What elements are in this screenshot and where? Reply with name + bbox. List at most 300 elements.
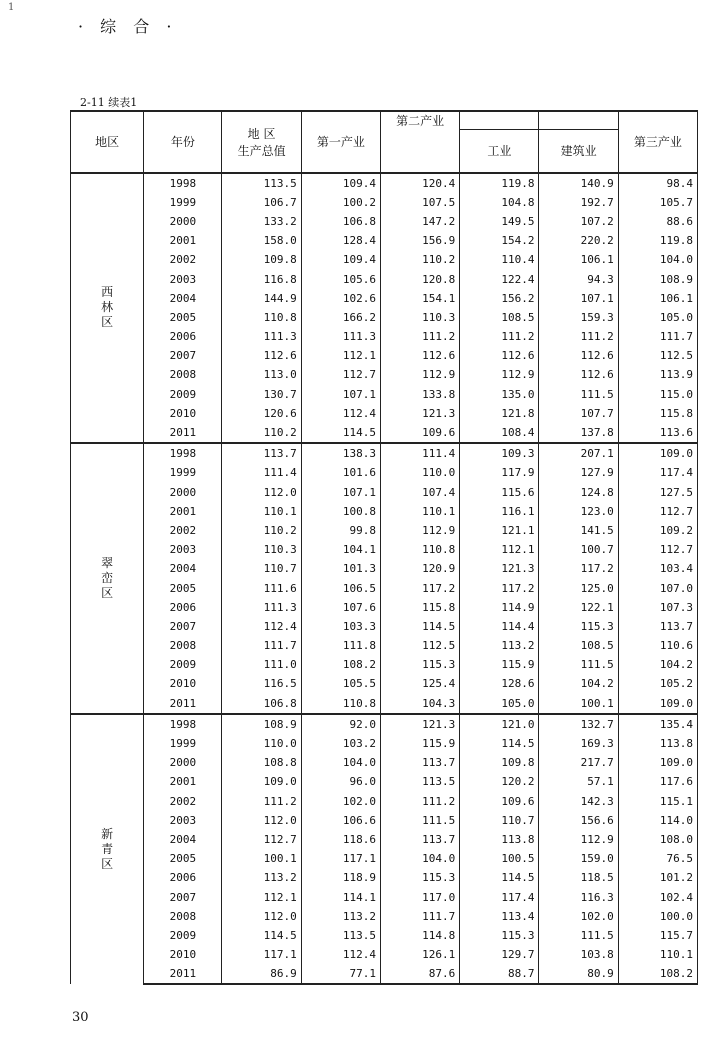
value-cell: 109.8 — [222, 250, 301, 269]
value-cell: 101.3 — [301, 559, 380, 578]
table-row — [71, 327, 698, 346]
value-cell: 111.2 — [539, 327, 618, 346]
value-cell: 108.4 — [460, 423, 539, 443]
value-cell: 76.5 — [618, 849, 697, 868]
value-cell: 116.1 — [460, 502, 539, 521]
year-cell: 1999 — [144, 734, 222, 753]
value-cell: 113.2 — [460, 636, 539, 655]
year-cell: 2004 — [144, 559, 222, 578]
header-secondary-base — [380, 129, 459, 173]
table-row — [71, 250, 698, 269]
value-cell: 112.1 — [301, 346, 380, 365]
value-cell: 121.1 — [460, 521, 539, 540]
value-cell: 109.0 — [618, 753, 697, 772]
value-cell: 112.6 — [222, 346, 301, 365]
value-cell: 113.9 — [618, 365, 697, 384]
table-row — [71, 714, 698, 734]
value-cell: 115.3 — [380, 868, 459, 887]
value-cell: 114.5 — [460, 734, 539, 753]
table-row — [71, 423, 698, 443]
table-row — [71, 811, 698, 830]
value-cell: 109.0 — [618, 694, 697, 714]
value-cell: 92.0 — [301, 714, 380, 734]
table-row — [71, 598, 698, 617]
value-cell: 112.6 — [460, 346, 539, 365]
table-row — [71, 617, 698, 636]
value-cell: 115.3 — [539, 617, 618, 636]
value-cell: 128.6 — [460, 674, 539, 693]
value-cell: 113.7 — [618, 617, 697, 636]
table-row — [71, 385, 698, 404]
value-cell: 156.9 — [380, 231, 459, 250]
value-cell: 158.0 — [222, 231, 301, 250]
table-row — [71, 502, 698, 521]
header-region: 地区 — [71, 111, 144, 173]
year-cell: 2010 — [144, 674, 222, 693]
value-cell: 106.5 — [301, 578, 380, 597]
value-cell: 112.7 — [618, 502, 697, 521]
value-cell: 117.0 — [380, 887, 459, 906]
value-cell: 111.0 — [222, 655, 301, 674]
region-cell — [71, 714, 144, 985]
value-cell: 110.0 — [222, 734, 301, 753]
value-cell: 88.7 — [460, 964, 539, 984]
value-cell: 108.0 — [618, 830, 697, 849]
value-cell: 100.1 — [222, 849, 301, 868]
value-cell: 115.8 — [618, 404, 697, 423]
table-row — [71, 463, 698, 482]
value-cell: 103.8 — [539, 945, 618, 964]
value-cell: 115.9 — [380, 734, 459, 753]
value-cell: 111.8 — [301, 636, 380, 655]
value-cell: 117.1 — [301, 849, 380, 868]
value-cell: 133.8 — [380, 385, 459, 404]
value-cell: 110.1 — [618, 945, 697, 964]
value-cell: 110.8 — [222, 308, 301, 327]
value-cell: 108.5 — [460, 308, 539, 327]
value-cell: 108.9 — [618, 269, 697, 288]
value-cell: 116.3 — [539, 887, 618, 906]
region-cell — [71, 443, 144, 714]
value-cell: 114.1 — [301, 887, 380, 906]
value-cell: 105.5 — [301, 674, 380, 693]
table-row — [71, 772, 698, 791]
value-cell: 144.9 — [222, 289, 301, 308]
value-cell: 118.5 — [539, 868, 618, 887]
year-cell: 1998 — [144, 173, 222, 193]
value-cell: 110.7 — [460, 811, 539, 830]
value-cell: 116.8 — [222, 269, 301, 288]
value-cell: 123.0 — [539, 502, 618, 521]
value-cell: 114.5 — [460, 868, 539, 887]
table-row — [71, 907, 698, 926]
value-cell: 112.7 — [222, 830, 301, 849]
table-row — [71, 269, 698, 288]
value-cell: 106.1 — [618, 289, 697, 308]
value-cell: 103.4 — [618, 559, 697, 578]
value-cell: 104.1 — [301, 540, 380, 559]
value-cell: 110.8 — [380, 540, 459, 559]
value-cell: 109.0 — [618, 443, 697, 463]
value-cell: 86.9 — [222, 964, 301, 984]
value-cell: 113.8 — [618, 734, 697, 753]
year-cell: 2000 — [144, 212, 222, 231]
table-container — [70, 110, 698, 985]
value-cell: 112.0 — [222, 907, 301, 926]
value-cell: 159.3 — [539, 308, 618, 327]
value-cell: 111.2 — [222, 792, 301, 811]
value-cell: 110.8 — [301, 694, 380, 714]
year-cell: 2006 — [144, 868, 222, 887]
year-cell: 2002 — [144, 792, 222, 811]
value-cell: 133.2 — [222, 212, 301, 231]
value-cell: 156.6 — [539, 811, 618, 830]
value-cell: 112.6 — [539, 346, 618, 365]
value-cell: 106.7 — [222, 193, 301, 212]
value-cell: 112.4 — [301, 945, 380, 964]
value-cell: 115.3 — [460, 926, 539, 945]
value-cell: 121.3 — [460, 559, 539, 578]
value-cell: 135.4 — [618, 714, 697, 734]
value-cell: 114.5 — [301, 423, 380, 443]
value-cell: 117.1 — [222, 945, 301, 964]
statistics-table — [70, 110, 698, 985]
value-cell: 120.2 — [460, 772, 539, 791]
value-cell: 169.3 — [539, 734, 618, 753]
table-caption: 2-11 续表1 — [80, 96, 138, 109]
value-cell: 117.2 — [460, 578, 539, 597]
table-row — [71, 289, 698, 308]
table-row — [71, 365, 698, 384]
value-cell: 103.2 — [301, 734, 380, 753]
value-cell: 99.8 — [301, 521, 380, 540]
value-cell: 107.1 — [301, 385, 380, 404]
table-row — [71, 193, 698, 212]
year-cell: 2002 — [144, 521, 222, 540]
year-cell: 2011 — [144, 423, 222, 443]
value-cell: 105.2 — [618, 674, 697, 693]
year-cell: 1998 — [144, 443, 222, 463]
table-row — [71, 173, 698, 193]
value-cell: 109.4 — [301, 250, 380, 269]
region-label: 新青区 — [101, 827, 114, 872]
value-cell: 106.1 — [539, 250, 618, 269]
value-cell: 102.0 — [301, 792, 380, 811]
table-row — [71, 945, 698, 964]
year-cell: 2009 — [144, 926, 222, 945]
value-cell: 105.7 — [618, 193, 697, 212]
value-cell: 110.2 — [222, 423, 301, 443]
value-cell: 115.8 — [380, 598, 459, 617]
value-cell: 117.4 — [460, 887, 539, 906]
year-cell: 2011 — [144, 964, 222, 984]
header-secondary-span — [460, 111, 539, 129]
value-cell: 112.6 — [380, 346, 459, 365]
value-cell: 104.2 — [539, 674, 618, 693]
value-cell: 111.3 — [222, 327, 301, 346]
value-cell: 104.2 — [618, 655, 697, 674]
value-cell: 118.6 — [301, 830, 380, 849]
value-cell: 113.4 — [460, 907, 539, 926]
value-cell: 119.8 — [460, 173, 539, 193]
year-cell: 2005 — [144, 308, 222, 327]
value-cell: 113.2 — [301, 907, 380, 926]
value-cell: 111.7 — [618, 327, 697, 346]
value-cell: 102.0 — [539, 907, 618, 926]
value-cell: 111.6 — [222, 578, 301, 597]
value-cell: 114.4 — [460, 617, 539, 636]
table-row — [71, 308, 698, 327]
value-cell: 87.6 — [380, 964, 459, 984]
table-row — [71, 231, 698, 250]
value-cell: 111.5 — [539, 385, 618, 404]
value-cell: 117.6 — [618, 772, 697, 791]
table-row — [71, 964, 698, 984]
value-cell: 107.0 — [618, 578, 697, 597]
value-cell: 113.5 — [380, 772, 459, 791]
year-cell: 2011 — [144, 694, 222, 714]
value-cell: 112.1 — [222, 887, 301, 906]
year-cell: 2001 — [144, 231, 222, 250]
value-cell: 207.1 — [539, 443, 618, 463]
value-cell: 142.3 — [539, 792, 618, 811]
table-row — [71, 694, 698, 714]
year-cell: 2000 — [144, 753, 222, 772]
year-cell: 2005 — [144, 578, 222, 597]
year-cell: 2006 — [144, 598, 222, 617]
year-cell: 2008 — [144, 365, 222, 384]
year-cell: 2009 — [144, 655, 222, 674]
value-cell: 105.6 — [301, 269, 380, 288]
value-cell: 108.8 — [222, 753, 301, 772]
value-cell: 108.5 — [539, 636, 618, 655]
table-row — [71, 753, 698, 772]
value-cell: 135.0 — [460, 385, 539, 404]
value-cell: 120.8 — [380, 269, 459, 288]
value-cell: 117.2 — [380, 578, 459, 597]
value-cell: 120.6 — [222, 404, 301, 423]
table-row — [71, 674, 698, 693]
value-cell: 149.5 — [460, 212, 539, 231]
value-cell: 115.1 — [618, 792, 697, 811]
table-row — [71, 830, 698, 849]
value-cell: 107.1 — [539, 289, 618, 308]
value-cell: 106.6 — [301, 811, 380, 830]
year-cell: 2008 — [144, 636, 222, 655]
value-cell: 141.5 — [539, 521, 618, 540]
value-cell: 122.4 — [460, 269, 539, 288]
value-cell: 77.1 — [301, 964, 380, 984]
value-cell: 113.2 — [222, 868, 301, 887]
value-cell: 112.9 — [380, 521, 459, 540]
table-row — [71, 792, 698, 811]
value-cell: 109.4 — [301, 173, 380, 193]
table-body — [71, 173, 698, 985]
value-cell: 110.7 — [222, 559, 301, 578]
header-gdp-line2: 生产总值 — [237, 143, 286, 158]
value-cell: 147.2 — [380, 212, 459, 231]
value-cell: 110.4 — [460, 250, 539, 269]
header-year: 年份 — [144, 111, 222, 173]
value-cell: 111.5 — [539, 926, 618, 945]
value-cell: 115.6 — [460, 483, 539, 502]
year-cell: 2004 — [144, 289, 222, 308]
table-row — [71, 636, 698, 655]
value-cell: 125.4 — [380, 674, 459, 693]
value-cell: 122.1 — [539, 598, 618, 617]
year-cell: 2000 — [144, 483, 222, 502]
table-row — [71, 443, 698, 463]
value-cell: 117.9 — [460, 463, 539, 482]
value-cell: 112.9 — [460, 365, 539, 384]
table-row — [71, 483, 698, 502]
value-cell: 103.3 — [301, 617, 380, 636]
table-row — [71, 521, 698, 540]
year-cell: 2007 — [144, 887, 222, 906]
value-cell: 110.1 — [222, 502, 301, 521]
value-cell: 119.8 — [618, 231, 697, 250]
value-cell: 117.4 — [618, 463, 697, 482]
year-cell: 2002 — [144, 250, 222, 269]
value-cell: 115.9 — [460, 655, 539, 674]
table-row — [71, 578, 698, 597]
value-cell: 108.2 — [301, 655, 380, 674]
value-cell: 111.7 — [380, 907, 459, 926]
value-cell: 108.9 — [222, 714, 301, 734]
value-cell: 88.6 — [618, 212, 697, 231]
value-cell: 107.4 — [380, 483, 459, 502]
value-cell: 114.0 — [618, 811, 697, 830]
value-cell: 107.3 — [618, 598, 697, 617]
value-cell: 114.5 — [222, 926, 301, 945]
value-cell: 138.3 — [301, 443, 380, 463]
year-cell: 2007 — [144, 617, 222, 636]
value-cell: 129.7 — [460, 945, 539, 964]
value-cell: 101.2 — [618, 868, 697, 887]
value-cell: 130.7 — [222, 385, 301, 404]
value-cell: 115.0 — [618, 385, 697, 404]
value-cell: 217.7 — [539, 753, 618, 772]
value-cell: 101.6 — [301, 463, 380, 482]
value-cell: 102.6 — [301, 289, 380, 308]
header-construction: 建筑业 — [539, 129, 618, 173]
value-cell: 107.2 — [539, 212, 618, 231]
value-cell: 111.2 — [380, 792, 459, 811]
value-cell: 110.3 — [222, 540, 301, 559]
year-cell: 1999 — [144, 193, 222, 212]
value-cell: 220.2 — [539, 231, 618, 250]
value-cell: 115.3 — [380, 655, 459, 674]
value-cell: 127.5 — [618, 483, 697, 502]
value-cell: 113.7 — [380, 830, 459, 849]
value-cell: 98.4 — [618, 173, 697, 193]
value-cell: 94.3 — [539, 269, 618, 288]
value-cell: 111.3 — [222, 598, 301, 617]
year-cell: 1998 — [144, 714, 222, 734]
value-cell: 154.2 — [460, 231, 539, 250]
value-cell: 109.8 — [460, 753, 539, 772]
value-cell: 102.4 — [618, 887, 697, 906]
value-cell: 100.8 — [301, 502, 380, 521]
value-cell: 113.5 — [222, 173, 301, 193]
value-cell: 121.0 — [460, 714, 539, 734]
year-cell: 2007 — [144, 346, 222, 365]
value-cell: 112.9 — [380, 365, 459, 384]
year-cell: 2010 — [144, 945, 222, 964]
region-label: 翠峦区 — [101, 555, 114, 600]
value-cell: 96.0 — [301, 772, 380, 791]
year-cell: 1999 — [144, 463, 222, 482]
value-cell: 104.3 — [380, 694, 459, 714]
table-row — [71, 926, 698, 945]
value-cell: 108.2 — [618, 964, 697, 984]
value-cell: 111.5 — [539, 655, 618, 674]
year-cell: 2010 — [144, 404, 222, 423]
value-cell: 110.1 — [380, 502, 459, 521]
value-cell: 112.0 — [222, 483, 301, 502]
value-cell: 166.2 — [301, 308, 380, 327]
value-cell: 57.1 — [539, 772, 618, 791]
value-cell: 115.7 — [618, 926, 697, 945]
year-cell: 2003 — [144, 811, 222, 830]
value-cell: 111.7 — [222, 636, 301, 655]
value-cell: 125.0 — [539, 578, 618, 597]
value-cell: 107.1 — [301, 483, 380, 502]
value-cell: 112.4 — [222, 617, 301, 636]
year-cell: 2008 — [144, 907, 222, 926]
table-row — [71, 868, 698, 887]
value-cell: 137.8 — [539, 423, 618, 443]
value-cell: 112.5 — [380, 636, 459, 655]
value-cell: 109.6 — [380, 423, 459, 443]
value-cell: 113.8 — [460, 830, 539, 849]
value-cell: 124.8 — [539, 483, 618, 502]
header-primary: 第一产业 — [301, 111, 380, 173]
table-row — [71, 849, 698, 868]
region-label: 西林区 — [101, 285, 114, 330]
table-row — [71, 655, 698, 674]
value-cell: 112.7 — [301, 365, 380, 384]
value-cell: 112.0 — [222, 811, 301, 830]
value-cell: 114.5 — [380, 617, 459, 636]
value-cell: 112.4 — [301, 404, 380, 423]
region-cell — [71, 173, 144, 444]
value-cell: 118.9 — [301, 868, 380, 887]
value-cell: 120.9 — [380, 559, 459, 578]
value-cell: 107.6 — [301, 598, 380, 617]
value-cell: 111.5 — [380, 811, 459, 830]
table-row — [71, 540, 698, 559]
header-tertiary: 第三产业 — [618, 111, 697, 173]
value-cell: 112.9 — [539, 830, 618, 849]
value-cell: 106.8 — [222, 694, 301, 714]
value-cell: 159.0 — [539, 849, 618, 868]
value-cell: 100.2 — [301, 193, 380, 212]
header-gdp — [222, 111, 301, 173]
value-cell: 104.0 — [301, 753, 380, 772]
value-cell: 109.3 — [460, 443, 539, 463]
value-cell: 100.7 — [539, 540, 618, 559]
table-row — [71, 212, 698, 231]
header-gdp-line1: 地 区 — [247, 126, 276, 141]
value-cell: 112.1 — [460, 540, 539, 559]
table-row — [71, 346, 698, 365]
value-cell: 104.0 — [380, 849, 459, 868]
value-cell: 111.4 — [222, 463, 301, 482]
value-cell: 112.7 — [618, 540, 697, 559]
value-cell: 110.2 — [380, 250, 459, 269]
year-cell: 2009 — [144, 385, 222, 404]
